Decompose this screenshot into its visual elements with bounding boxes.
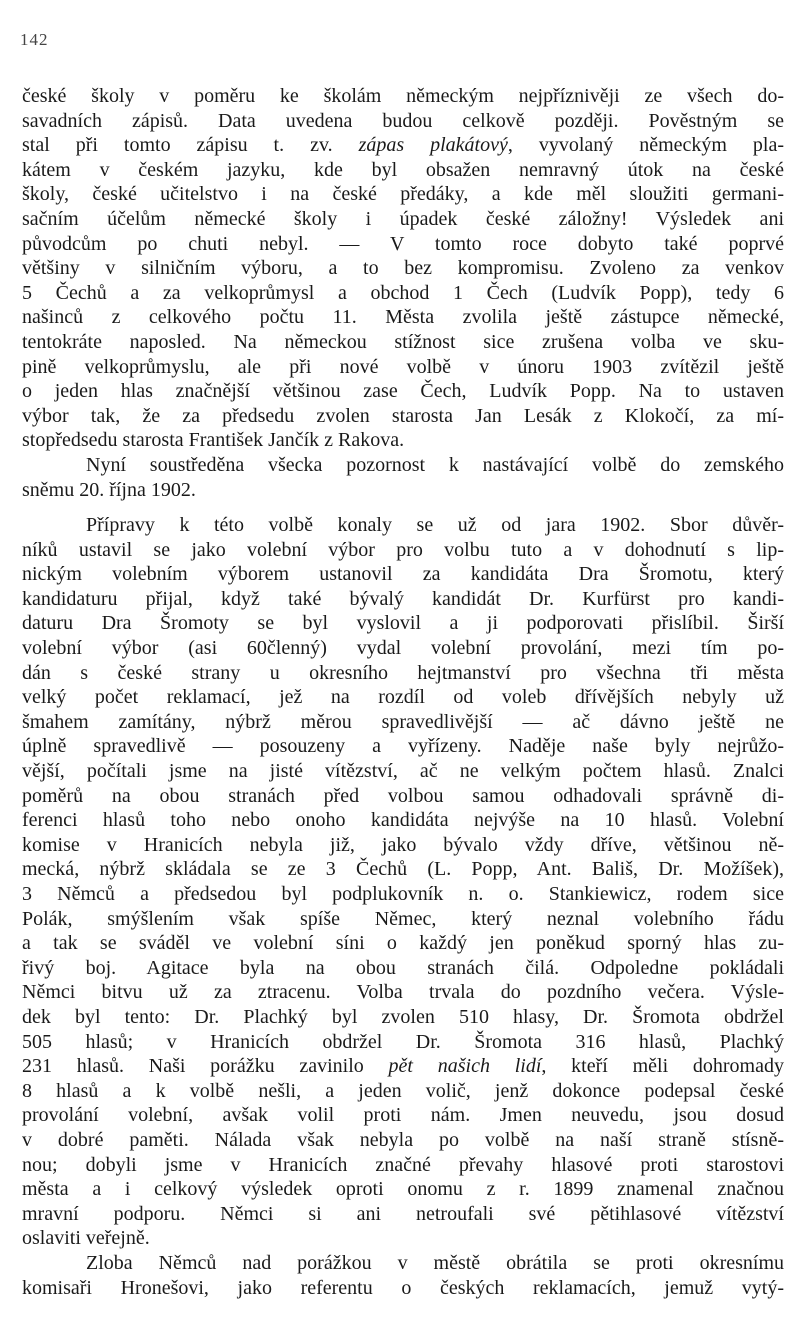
text-line: ferenci hlasů toho nebo onoho kandidáta nejvýše na 10 hlasů. Volební <box>22 809 784 832</box>
paragraph <box>22 453 784 502</box>
text-line: 505 hlasů; v Hranicích obdržel Dr. Šromota 316 hlasů, Plachký <box>22 1030 784 1053</box>
text-line: české školy v poměru ke školám německým nejpříznivěji ze všech do- <box>22 85 784 107</box>
text-line: poměrů na obou stranách před volbou samou odhadovali správně di- <box>22 784 784 807</box>
text-line: většiny v silničním výboru, a to bez kompromisu. Zvoleno za venkov <box>22 257 784 280</box>
paragraph <box>22 84 784 453</box>
text-line: níků ustavil se jako volební výbor pro volbu tuto a v dohodnutí s lip- <box>22 538 784 561</box>
text-line: volební výbor (asi 60členný) vydal volební provolání, mezi tím po- <box>22 637 784 660</box>
text-line: v dobré paměti. Nálada však nebyla po volbě na naší straně stísně- <box>22 1128 784 1151</box>
text-line: tentokráte naposled. Na německou stížnost sice zrušena volba ve sku- <box>22 330 784 353</box>
text-line: původcům po chuti nebyl. — V tomto roce dobyto také poprvé <box>22 232 784 255</box>
text-line: savadních zápisů. Data uvedena budou celkově později. Pověstným se <box>22 109 784 132</box>
text-line: dán s české strany u okresního hejtmanství pro všechna tři města <box>22 661 784 684</box>
text-line: mecká, nýbrž skládala se ze 3 Čechů (L. Popp, Ant. Bališ, Dr. Možíšek), <box>22 858 784 881</box>
text-line: stal při tomto zápisu t. zv. zápas plakátový, vyvolaný německým pla- <box>22 134 784 157</box>
text-line: dek byl tento: Dr. Plachký byl zvolen 510 hlasy, Dr. Šromota obdržel <box>22 1005 784 1028</box>
text-line: provolání volební, avšak volil proti nám. Jmen neuvedu, jsou dosud <box>22 1104 784 1127</box>
text-line: velký počet reklamací, jež na rozdíl od voleb dřívějších nebyly už <box>22 686 784 709</box>
text-line: vější, počítali jsme na jisté vítězství, ač ne velkým počtem hlasů. Znalci <box>22 760 784 783</box>
text-line: 8 hlasů a k volbě nešli, a jeden volič, jenž dokonce podepsal české <box>22 1079 784 1102</box>
paragraph-gap <box>22 502 784 513</box>
text-line: úplně spravedlivě — posouzeny a vyřízeny. Naděje naše byly nejrůžo- <box>22 735 784 758</box>
text-line: 231 hlasů. Naši porážku zavinilo pět našich lidí, kteří měli dohromady <box>22 1055 784 1078</box>
text-line: pině velkoprůmyslu, ale při nové volbě v únoru 1903 zvítězil ještě <box>22 355 784 378</box>
text-line: mravní podporu. Němci si ani netroufali své pětihlasové vítězství <box>22 1202 784 1225</box>
text-line: školy, české učitelstvo i na české předáky, a kde měl sloužiti germani- <box>22 183 784 206</box>
text-line: o jeden hlas značnější většinou zase Čech, Ludvík Popp. Na to ustaven <box>22 380 784 403</box>
paragraph <box>22 1251 784 1300</box>
text-line: Polák, smýšlením však spíše Němec, který neznal volebního řádu <box>22 907 784 930</box>
text-line: komisaři Hronešovi, jako referentu o českých reklamacích, jemuž vytý- <box>22 1276 784 1299</box>
text-line: řivý boj. Agitace byla na obou stranách čilá. Odpoledne pokládali <box>22 956 784 979</box>
italic-phrase: pět našich lidí <box>388 1055 542 1078</box>
text-line: nickým volebním výborem ustanovil za kandidáta Dra Šromotu, který <box>22 563 784 586</box>
text-line: oslaviti veřejně. <box>22 1227 150 1250</box>
text-line: výbor tak, že za předsedu zvolen starosta Jan Lesák z Klokočí, za mí- <box>22 404 784 427</box>
text-line: našinců z celkového počtu 11. Města zvolila ještě zástupce německé, <box>22 306 784 329</box>
text-line: kátem v českém jazyku, kde byl obsažen nemravný útok na české <box>22 158 784 181</box>
text-line: daturu Dra Šromoty se byl vyslovil a ji podporovati přislíbil. Širší <box>22 612 784 635</box>
text-line: Němci bitvu už za ztracenu. Volba trvala do pozdního večera. Výsle- <box>22 981 784 1004</box>
text-line: 3 Němců a předsedou byl podplukovník n. o. Stankiewicz, rodem sice <box>22 883 784 905</box>
page-number: 142 <box>20 30 49 49</box>
text-line: sněmu 20. října 1902. <box>22 478 196 501</box>
italic-phrase: zápas plakátový <box>358 134 508 157</box>
text-line: komise v Hranicích nebyla již, jako bývalo vždy dříve, většinou ně- <box>22 833 784 856</box>
page-body <box>22 84 784 1300</box>
text-line: nou; dobyli jsme v Hranicích značné převahy hlasové proti starostovi <box>22 1153 784 1176</box>
text-line: a tak se sváděl ve volební síni o každý jen poněkud sporný hlas zu- <box>22 932 784 955</box>
text-line: Přípravy k této volbě konaly se už od jara 1902. Sbor důvěr- <box>86 514 784 537</box>
text-line: stopředsedu starosta František Jančík z Rakova. <box>22 429 405 452</box>
text-line: Zloba Němců nad porážkou v městě obrátila se proti okresnímu <box>86 1251 784 1274</box>
paragraph <box>22 513 784 1251</box>
text-line: šmahem zamítány, nýbrž měrou spravedlivější — ač dávno ještě ne <box>22 710 784 733</box>
text-line: města a i celkový výsledek oproti onomu z r. 1899 znamenal značnou <box>22 1178 784 1201</box>
text-line: 5 Čechů a za velkoprůmysl a obchod 1 Čech (Ludvík Popp), tedy 6 <box>22 281 784 304</box>
text-line: kandidaturu přijal, když také bývalý kandidát Dr. Kurfürst pro kandi- <box>22 587 784 610</box>
text-line: sačním účelům německé školy i úpadek české záložny! Výsledek ani <box>22 207 784 230</box>
text-line: Nyní soustředěna všecka pozornost k nastávající volbě do zemského <box>86 453 784 476</box>
